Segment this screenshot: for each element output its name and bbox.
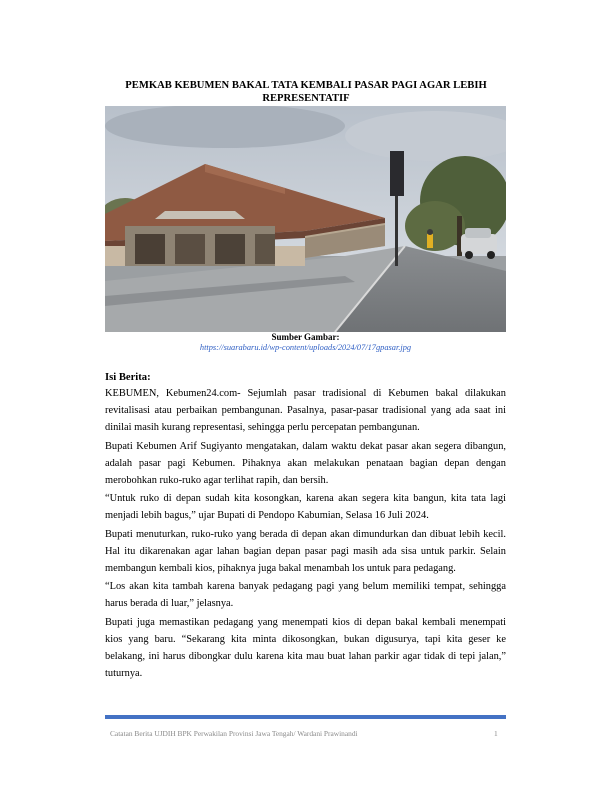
footer-divider: [105, 715, 506, 719]
article-paragraph: “Los akan kita tambah karena banyak pedagang pagi yang belum memiliki tempat, sehingga harus berada di luar,” jelasnya.: [105, 581, 506, 609]
document-title: PEMKAB KEBUMEN BAKAL TATA KEMBALI PASAR PAGI AGAR LEBIH REPRESENTATIF: [125, 80, 487, 104]
article-paragraph: Bupati juga memastikan pedagang yang menempati kios di depan bakal kembali menempati kios yang baru. “Sekarang kita minta dikosongkan, bukan digusurya, tapi kita geser ke belakang, ini harus dibongkar dulu karena kita mau buat lahan parkir agar tidak di tepi jalan,” tuturnya.: [105, 616, 506, 679]
page-number: 1: [494, 729, 498, 738]
article-body: [105, 385, 506, 683]
figure-caption-label: Sumber Gambar:: [271, 332, 340, 342]
footer-text: Catatan Berita UJDIH BPK Perwakilan Provinsi Jawa Tengah/ Wardani Prawinandi: [110, 729, 358, 738]
article-paragraph: Bupati menuturkan, ruko-ruko yang berada di depan akan dimundurkan dan dibuat lebih kecil. Hal itu dikarenakan agar lahan bagian depan pasar pagi masih ada sisa untuk parkir. Selain membangun kembali kios, pihaknya juga bakal menambah los untuk para pedagang.: [105, 528, 506, 574]
article-paragraph: Bupati Kebumen Arif Sugiyanto mengatakan, dalam waktu dekat pasar akan segera dibangun, adalah pasar pagi Kebumen. Pihaknya akan melakukan penataan bagian depan dengan merobohkan ruko-ruko agar terlihat rapih, dan bersih.: [105, 440, 506, 486]
figure-source-link[interactable]: https://suarabaru.id/wp-content/uploads/2024/07/17gpasar.jpg: [199, 343, 412, 352]
article-paragraph: KEBUMEN, Kebumen24.com- Sejumlah pasar tradisional di Kebumen bakal dilakukan revitalisasi atau perbaikan pembangunan. Pasalnya, pasar-pasar tradisional yang ada saat ini dinilai masih kurang representasi, sehingga perlu percepatan pembangunan.: [105, 388, 506, 433]
market-photo: [105, 106, 506, 332]
article-heading: Isi Berita:: [105, 372, 151, 383]
article-paragraph: “Untuk ruko di depan sudah kita kosongkan, karena akan segera kita bangun, kita tata lagi menjadi lebih bagus,” ujar Bupati di Pendopo Kabumian, Selasa 16 Juli 2024.: [105, 493, 506, 521]
